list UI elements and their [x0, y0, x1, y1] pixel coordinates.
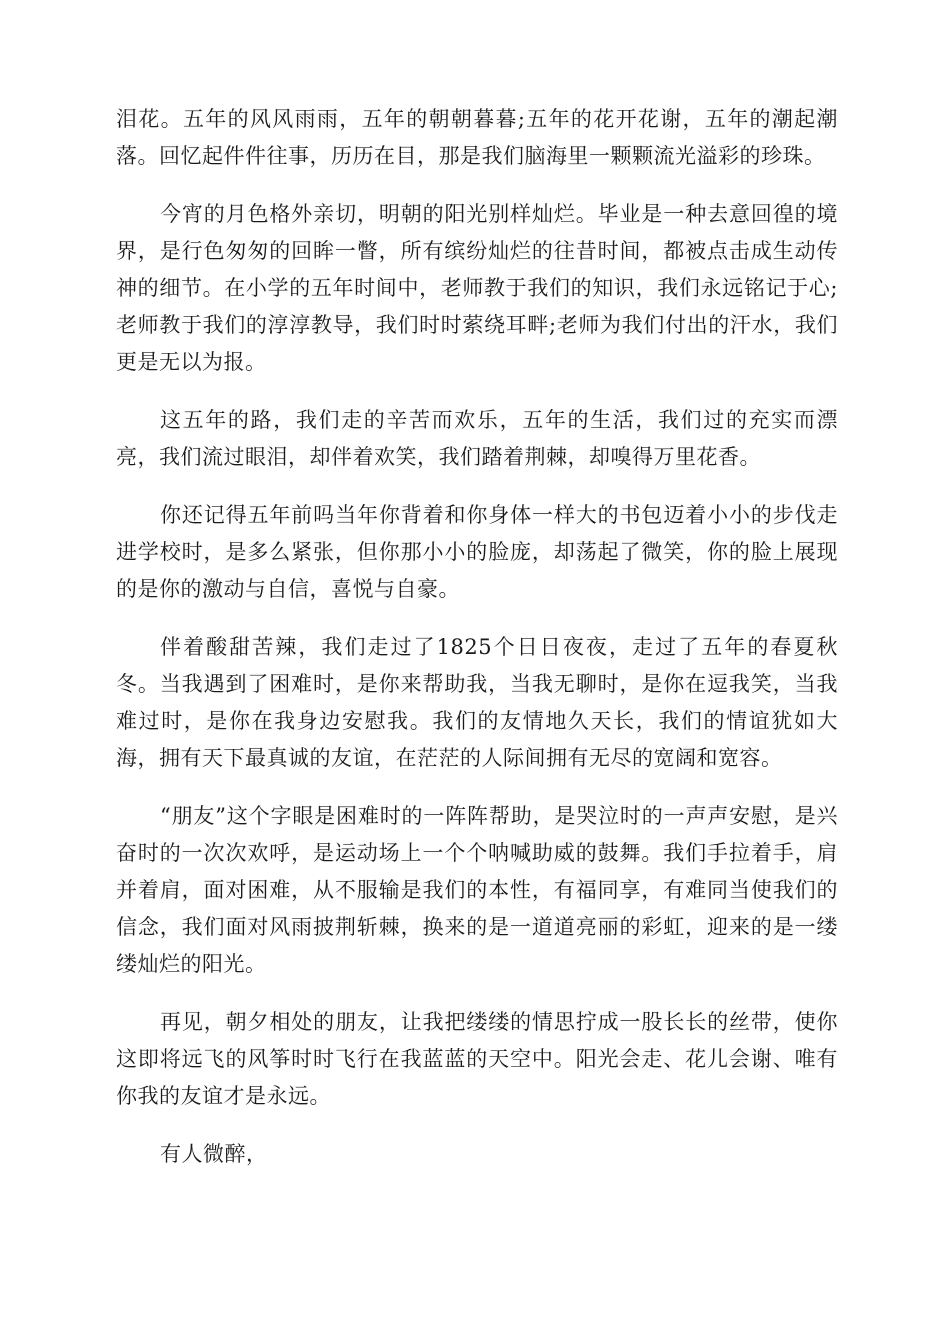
paragraph-7: 再见，朝夕相处的朋友，让我把缕缕的情思拧成一股长长的丝带，使你这即将远飞的风筝时时飞行在我蓝蓝的天空中。阳光会走、花儿会谢、唯有你我的友谊才是永远。 [116, 1010, 838, 1108]
paragraph-5: 伴着酸甜苦辣，我们走过了1825个日日夜夜，走过了五年的春夏秋冬。当我遇到了困难时，是你来帮助我，当我无聊时，是你在逗我笑，当我难过时，是你在我身边安慰我。我们的友情地久天长，我们的情谊犹如大海，拥有天下最真诚的友谊，在茫茫的人际间拥有无尽的宽阔和宽容。 [116, 635, 838, 770]
paragraph-1: 泪花。五年的风风雨雨，五年的朝朝暮暮;五年的花开花谢，五年的潮起潮落。回忆起件件往事，历历在目，那是我们脑海里一颗颗流光溢彩的珍珠。 [116, 107, 838, 168]
document-page [116, 101, 838, 1194]
paragraph-6: “朋友”这个字眼是困难时的一阵阵帮助，是哭泣时的一声声安慰，是兴奋时的一次次欢呼，是运动场上一个个呐喊助威的鼓舞。我们手拉着手，肩并着肩，面对困难，从不服输是我们的本性，有福同享，有难同当使我们的信念，我们面对风雨披荆斩棘，换来的是一道道亮丽的彩虹，迎来的是一缕缕灿烂的阳光。 [116, 804, 838, 976]
paragraph-4: 你还记得五年前吗当年你背着和你身体一样大的书包迈着小小的步伐走进学校时，是多么紧张，但你那小小的脸庞，却荡起了微笑，你的脸上展现的是你的激动与自信，喜悦与自豪。 [116, 503, 838, 601]
paragraph-3: 这五年的路，我们走的辛苦而欢乐，五年的生活，我们过的充实而漂亮，我们流过眼泪，却伴着欢笑，我们踏着荆棘，却嗅得万里花香。 [116, 408, 838, 469]
paragraph-8: 有人微醉， [160, 1142, 268, 1166]
paragraph-2: 今宵的月色格外亲切，明朝的阳光别样灿烂。毕业是一种去意回徨的境界，是行色匆匆的回眸一瞥，所有缤纷灿烂的往昔时间，都被点击成生动传神的细节。在小学的五年时间中，老师教于我们的知识，我们永远铭记于心;老师教于我们的淳淳教导，我们时时萦绕耳畔;老师为我们付出的汗水，我们更是无以为报。 [116, 202, 838, 374]
